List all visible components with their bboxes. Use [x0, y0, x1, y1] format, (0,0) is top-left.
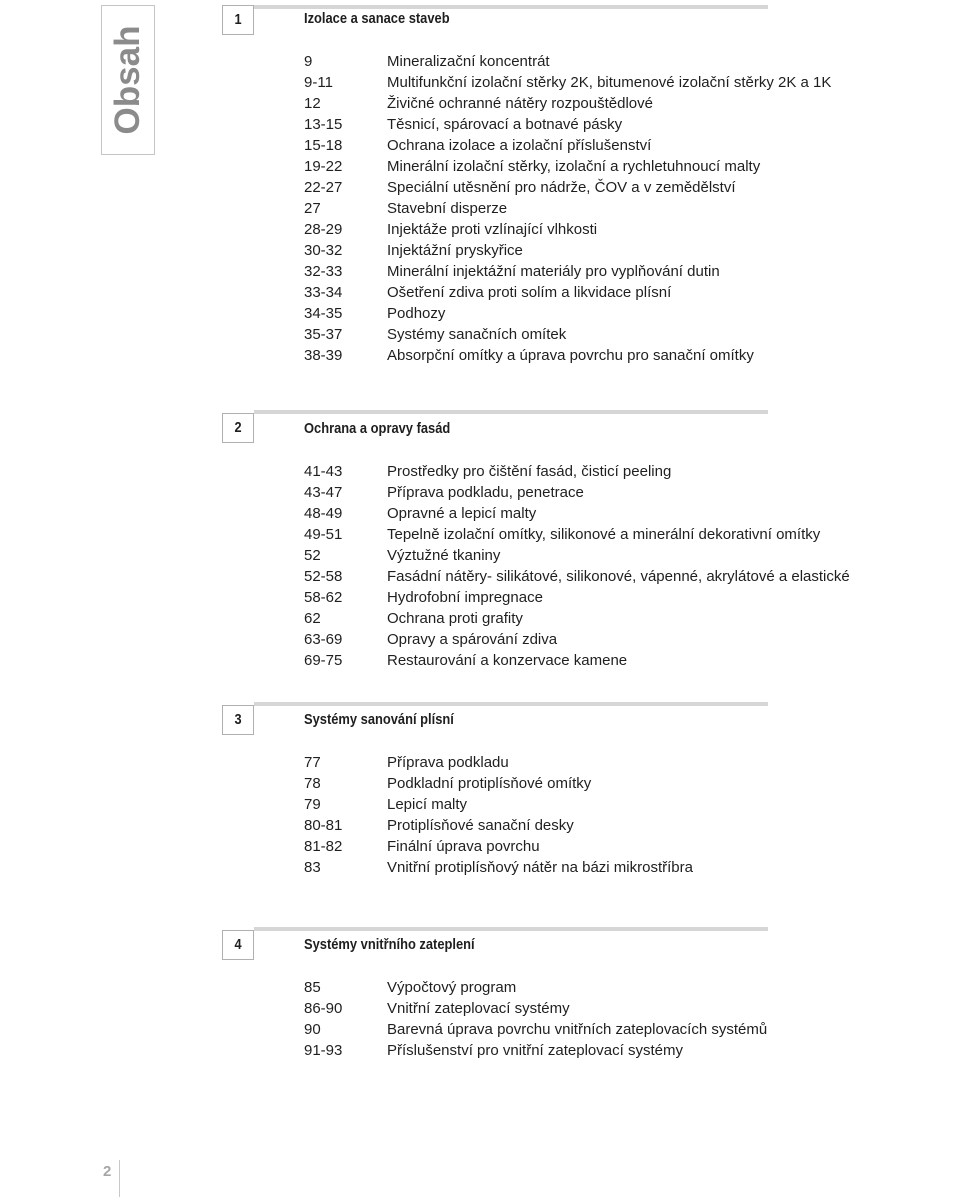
toc-entry-topic: Příprava podkladu — [387, 754, 509, 771]
toc-entry-topic: Absorpční omítky a úprava povrchu pro sanační omítky — [387, 347, 754, 364]
section-title: Systémy vnitřního zateplení — [304, 936, 475, 953]
toc-entry — [0, 345, 960, 366]
toc-entry-topic: Stavební disperze — [387, 200, 508, 217]
toc-entry-pages: 30-32 — [304, 242, 343, 259]
toc-entry — [0, 545, 960, 566]
toc-entry — [0, 261, 960, 282]
toc-entry-topic: Příslušenství pro vnitřní zateplovací systémy — [387, 1042, 683, 1059]
section-number-box — [222, 930, 254, 960]
toc-entry-pages: 63-69 — [304, 631, 343, 648]
toc-entry — [0, 587, 960, 608]
toc-entry — [0, 773, 960, 794]
toc-entry — [0, 629, 960, 650]
toc-entry-pages: 83 — [304, 859, 321, 876]
toc-entry — [0, 503, 960, 524]
section-header-line — [254, 5, 768, 9]
toc-entry-topic: Speciální utěsnění pro nádrže, ČOV a v zemědělství — [387, 179, 736, 196]
toc-entry — [0, 752, 960, 773]
toc-entry — [0, 177, 960, 198]
toc-entry-pages: 28-29 — [304, 221, 343, 238]
toc-entry — [0, 794, 960, 815]
toc-entry-pages: 15-18 — [304, 137, 343, 154]
toc-entry-topic: Multifunkční izolační stěrky 2K, bitumenové izolační stěrky 2K a 1K — [387, 74, 832, 91]
section-number: 2 — [234, 419, 242, 436]
toc-entry — [0, 219, 960, 240]
toc-entry-pages: 81-82 — [304, 838, 343, 855]
toc-entry-pages: 49-51 — [304, 526, 343, 543]
toc-entry — [0, 93, 960, 114]
toc-entry-pages: 38-39 — [304, 347, 343, 364]
toc-entry — [0, 282, 960, 303]
toc-entry-pages: 13-15 — [304, 116, 343, 133]
toc-entry-topic: Opravné a lepicí malty — [387, 505, 537, 522]
toc-entry-topic: Injektážní pryskyřice — [387, 242, 523, 259]
toc-entry-pages: 9 — [304, 53, 313, 70]
toc-entry — [0, 51, 960, 72]
toc-entry — [0, 815, 960, 836]
toc-entry-topic: Ošetření zdiva proti solím a likvidace plísní — [387, 284, 672, 301]
section-title: Systémy sanování plísní — [304, 711, 454, 728]
section-title: Izolace a sanace staveb — [304, 10, 450, 27]
toc-entry-topic: Minerální injektážní materiály pro vyplňování dutin — [387, 263, 720, 280]
toc-entry-topic: Živičné ochranné nátěry rozpouštědlové — [387, 95, 653, 112]
toc-entry-topic: Vnitřní zateplovací systémy — [387, 1000, 570, 1017]
toc-entry-topic: Vnitřní protiplísňový nátěr na bázi mikrostříbra — [387, 859, 693, 876]
toc-entry-pages: 48-49 — [304, 505, 343, 522]
toc-entry — [0, 72, 960, 93]
toc-entry-topic: Podkladní protiplísňové omítky — [387, 775, 592, 792]
toc-entry-pages: 79 — [304, 796, 321, 813]
section-header-line — [254, 410, 768, 414]
toc-entry-pages: 19-22 — [304, 158, 343, 175]
toc-entry — [0, 240, 960, 261]
toc-entry-pages: 62 — [304, 610, 321, 627]
toc-entry-topic: Podhozy — [387, 305, 446, 322]
toc-entry-topic: Opravy a spárování zdiva — [387, 631, 558, 648]
page-number-rule — [119, 1160, 120, 1197]
toc-entry-topic: Výztužné tkaniny — [387, 547, 501, 564]
page-number: 2 — [103, 1163, 112, 1180]
section-header-line — [254, 927, 768, 931]
toc-entry-pages: 78 — [304, 775, 321, 792]
toc-entry-pages: 52 — [304, 547, 321, 564]
toc-entry-pages: 77 — [304, 754, 321, 771]
toc-entry-pages: 27 — [304, 200, 321, 217]
side-tab-label: Obsah — [108, 25, 147, 135]
section-title: Ochrana a opravy fasád — [304, 420, 451, 437]
toc-entry — [0, 566, 960, 587]
toc-entry-pages: 12 — [304, 95, 321, 112]
toc-entry-topic: Minerální izolační stěrky, izolační a rychletuhnoucí malty — [387, 158, 761, 175]
toc-entry-topic: Restaurování a konzervace kamene — [387, 652, 628, 669]
toc-entry-pages: 34-35 — [304, 305, 343, 322]
toc-entry-pages: 9-11 — [304, 74, 333, 91]
toc-entry-topic: Protiplísňové sanační desky — [387, 817, 574, 834]
toc-entry — [0, 977, 960, 998]
toc-entry-pages: 33-34 — [304, 284, 343, 301]
toc-entry-pages: 43-47 — [304, 484, 343, 501]
toc-entry-topic: Ochrana proti grafity — [387, 610, 523, 627]
toc-entry-topic: Mineralizační koncentrát — [387, 53, 550, 70]
toc-entry — [0, 303, 960, 324]
toc-entry-topic: Injektáže proti vzlínající vlhkosti — [387, 221, 598, 238]
toc-entry — [0, 836, 960, 857]
section-number: 1 — [234, 11, 242, 28]
section-number: 4 — [234, 936, 242, 953]
toc-entry — [0, 524, 960, 545]
toc-entry — [0, 608, 960, 629]
toc-entry-pages: 90 — [304, 1021, 321, 1038]
toc-entry-topic: Lepicí malty — [387, 796, 468, 813]
toc-entry-topic: Ochrana izolace a izolační příslušenství — [387, 137, 652, 154]
toc-entry — [0, 998, 960, 1019]
toc-entry — [0, 135, 960, 156]
toc-entry — [0, 1040, 960, 1061]
toc-entry-topic: Těsnicí, spárovací a botnavé pásky — [387, 116, 623, 133]
toc-entry — [0, 461, 960, 482]
toc-entry-topic: Hydrofobní impregnace — [387, 589, 543, 606]
toc-entry-topic: Systémy sanačních omítek — [387, 326, 567, 343]
toc-entry-pages: 69-75 — [304, 652, 343, 669]
toc-entry-topic: Příprava podkladu, penetrace — [387, 484, 584, 501]
toc-entry-pages: 35-37 — [304, 326, 343, 343]
toc-entry-topic: Prostředky pro čištění fasád, čisticí peeling — [387, 463, 672, 480]
toc-entry-topic: Barevná úprava povrchu vnitřních zateplovacích systémů — [387, 1021, 768, 1038]
toc-entry-topic: Tepelně izolační omítky, silikonové a minerální dekorativní omítky — [387, 526, 821, 543]
toc-entry-topic: Finální úprava povrchu — [387, 838, 540, 855]
toc-entry — [0, 1019, 960, 1040]
toc-entry-pages: 52-58 — [304, 568, 343, 585]
toc-entry-pages: 80-81 — [304, 817, 343, 834]
toc-entry — [0, 650, 960, 671]
section-header-line — [254, 702, 768, 706]
section-number-box — [222, 5, 254, 35]
section-number-box — [222, 705, 254, 735]
toc-entry — [0, 198, 960, 219]
toc-entry — [0, 114, 960, 135]
toc-entry-pages: 41-43 — [304, 463, 343, 480]
toc-entry — [0, 857, 960, 878]
toc-entry — [0, 324, 960, 345]
toc-entry-pages: 58-62 — [304, 589, 343, 606]
toc-entry-topic: Výpočtový program — [387, 979, 517, 996]
section-number-box — [222, 413, 254, 443]
toc-entry — [0, 482, 960, 503]
toc-entry-topic: Fasádní nátěry- silikátové, silikonové, vápenné, akrylátové a elastické — [387, 568, 850, 585]
toc-entry-pages: 22-27 — [304, 179, 343, 196]
section-number: 3 — [234, 711, 242, 728]
toc-entry — [0, 156, 960, 177]
toc-entry-pages: 85 — [304, 979, 321, 996]
toc-entry-pages: 91-93 — [304, 1042, 343, 1059]
toc-entry-pages: 32-33 — [304, 263, 343, 280]
toc-entry-pages: 86-90 — [304, 1000, 343, 1017]
